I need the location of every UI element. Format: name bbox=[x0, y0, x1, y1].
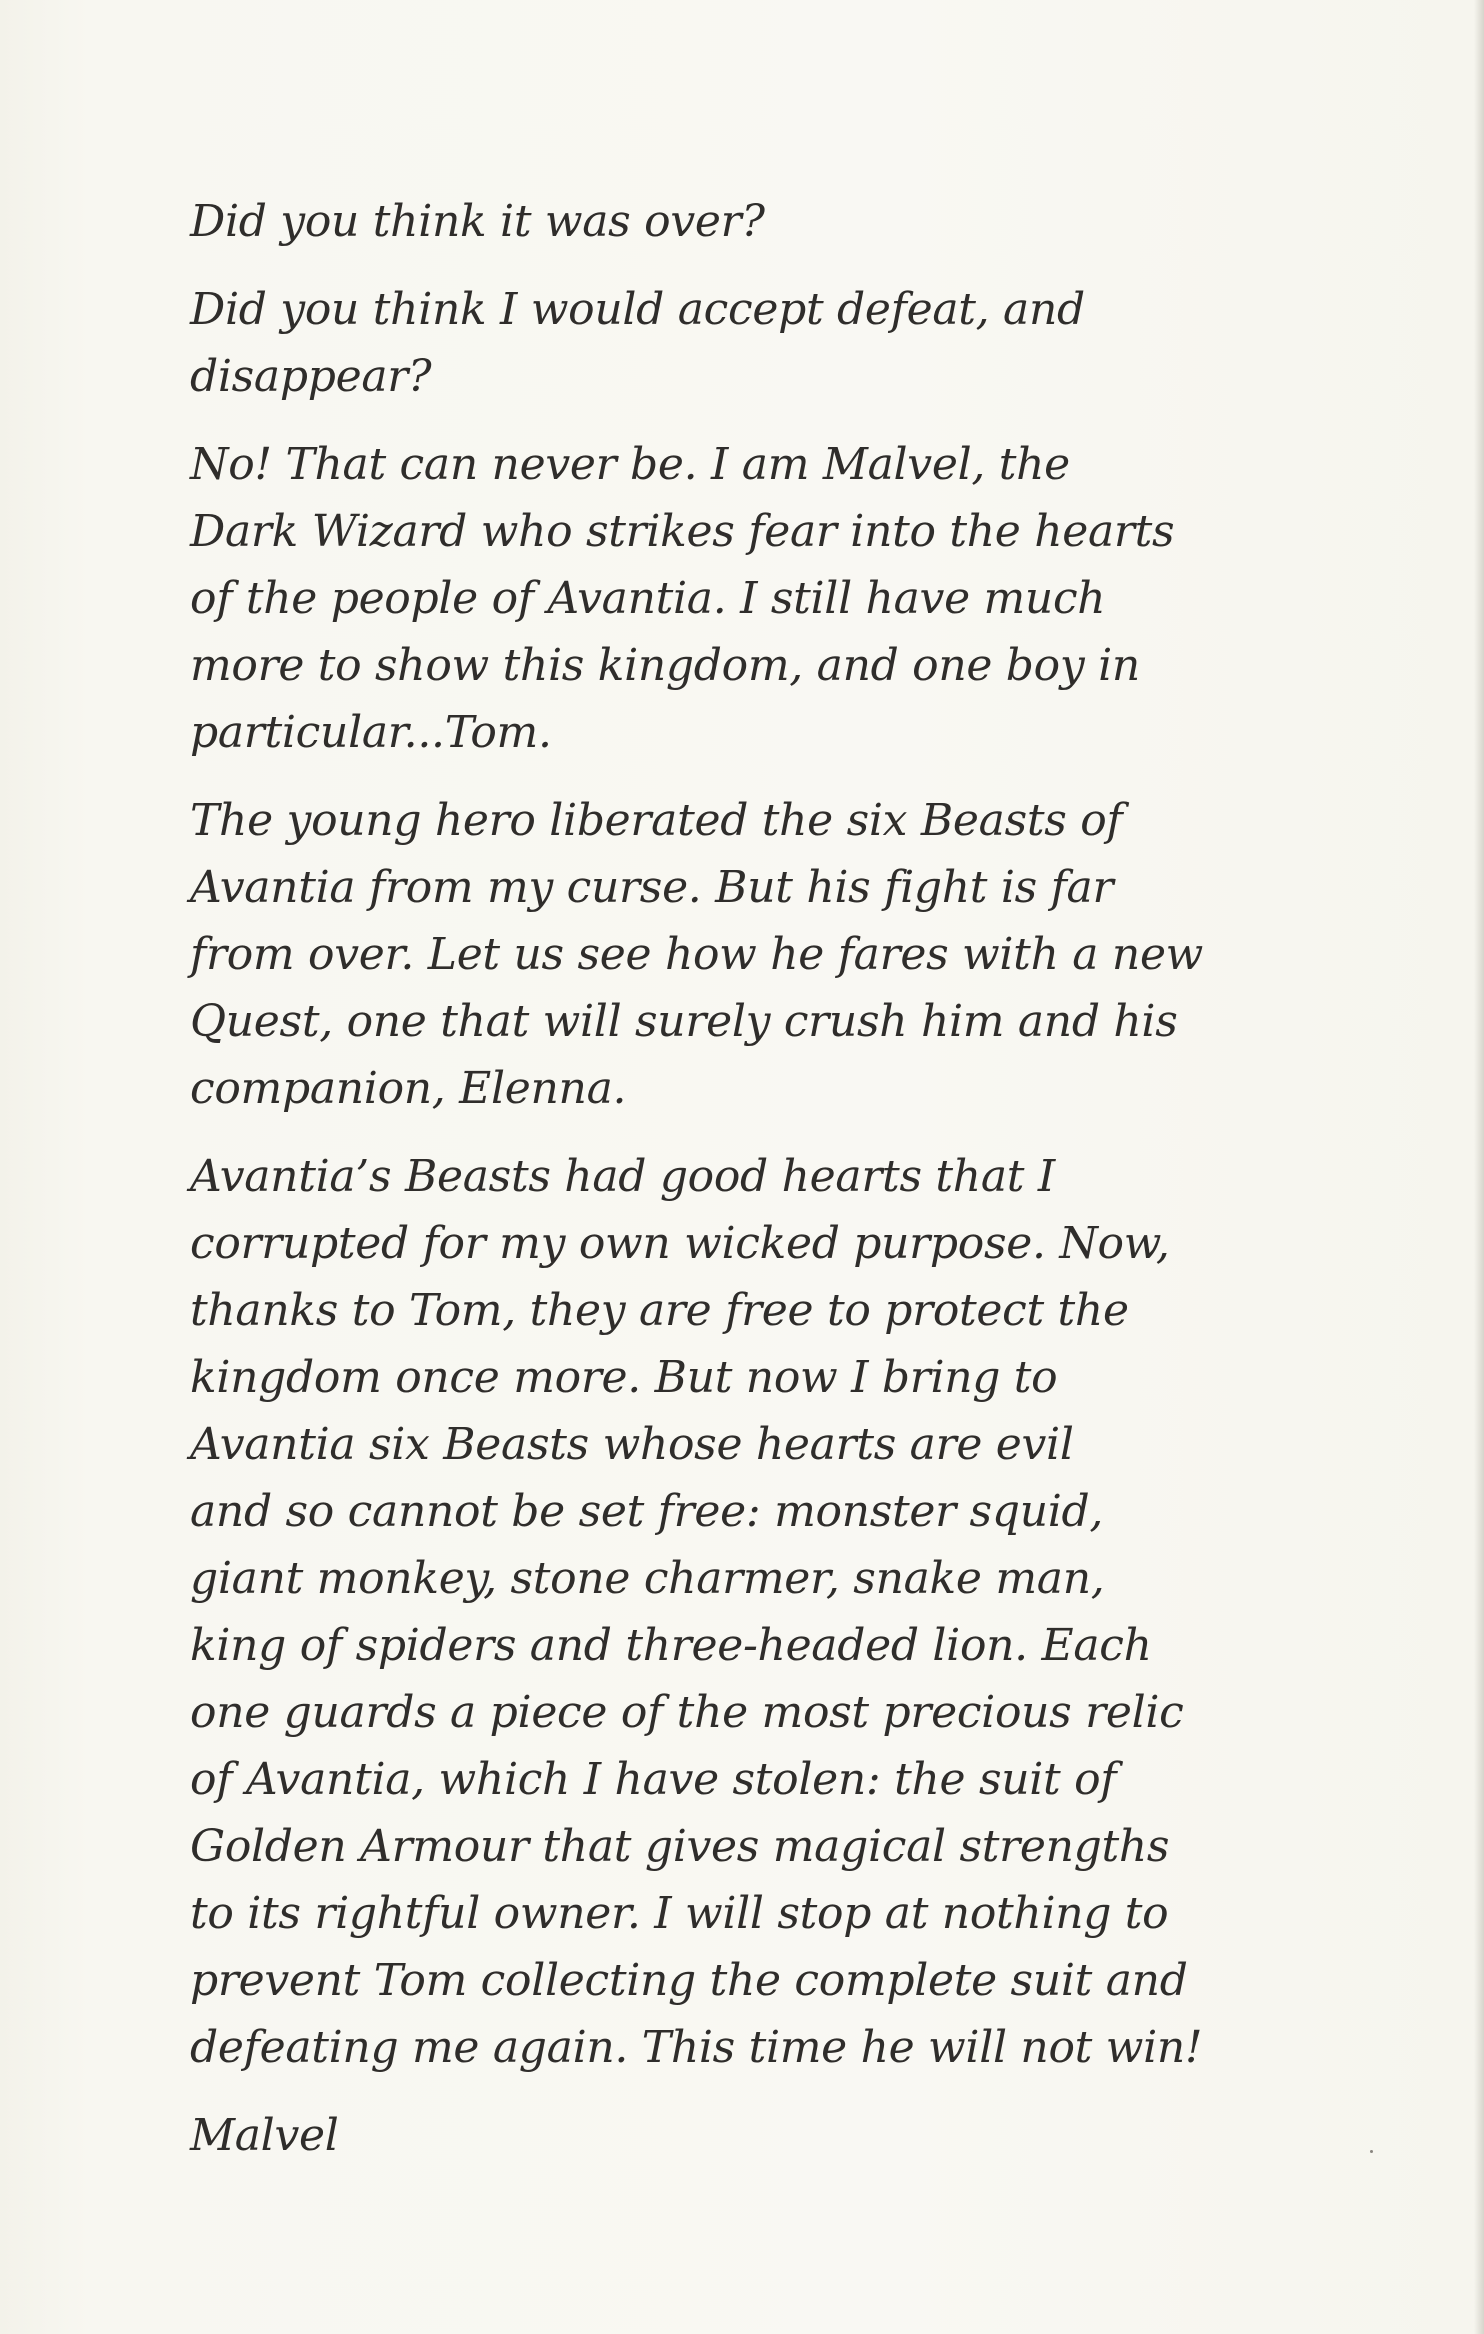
letter-paragraph-1: Did you think it was over? bbox=[190, 196, 765, 247]
paper-speck bbox=[1370, 2150, 1373, 2153]
letter-paragraph-2: Did you think I would accept defeat, and disappear? bbox=[190, 284, 1085, 402]
letter-paragraph-3: No! That can never be. I am Malvel, the Dark Wizard who strikes fear into the hearts of the people of Avantia. I still have much more to show this kingdom, and one boy in particular...Tom. bbox=[190, 439, 1175, 758]
letter-paragraph-5: Avantia’s Beasts had good hearts that I corrupted for my own wicked purpose. Now, thanks to Tom, they are free to protect the kingdom once more. But now I bring to Avantia six Beasts whose hearts are evil and so cannot be set free: monster squid, giant monkey, stone charmer, snake man, king of spiders and three-headed lion. Each one guards a piece of the most precious relic of Avantia, which I have stolen: the suit of Golden Armour that gives magical strengths to its rightful owner. I will stop at nothing to prevent Tom collecting the complete suit and defeating me again. This time he will not win! bbox=[190, 1151, 1203, 2073]
malvel-letter bbox=[190, 188, 1310, 2190]
letter-paragraph-4: The young hero liberated the six Beasts of Avantia from my curse. But his fight is far from over. Let us see how he fares with a new Quest, one that will surely crush him and his companion, Elenna. bbox=[190, 795, 1204, 1114]
page-edge-shadow bbox=[1474, 0, 1484, 2334]
letter-signature: Malvel bbox=[190, 2110, 339, 2161]
